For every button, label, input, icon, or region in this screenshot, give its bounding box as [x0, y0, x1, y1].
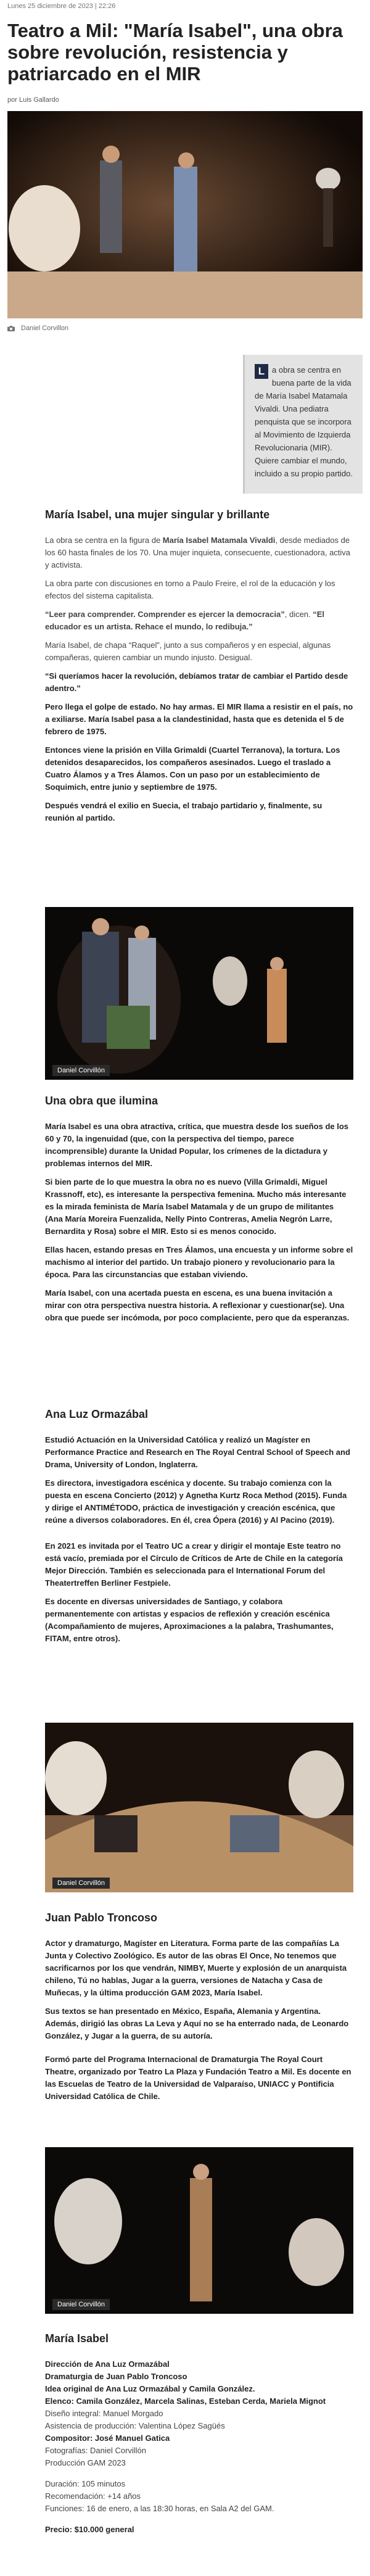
- paragraph: María Isabel es una obra atractiva, crítica, que muestra desde los sueños de los 60 y 70, la ingenuidad (que, con la perspectiva del tiempo, parece incomprensible) durante la Unidad Popular, los crímenes de la dictadura y problemas internos del MIR.: [45, 1122, 349, 1168]
- section-ana-luz: [45, 1407, 353, 1651]
- section-ficha-tecnica: [45, 2331, 353, 2536]
- person-name: María Isabel Matamala Vivaldi: [162, 536, 276, 545]
- stage-photo-3[interactable]: [45, 2147, 353, 2314]
- credit-line: Idea original de Ana Luz Ormazábal y Camila González.: [45, 2384, 255, 2393]
- paragraph: María Isabel, de chapa “Raquel”, junto a sus compañeros y en especial, algunas compañeras, quieren cambiar un mundo injusto. Desigual.: [45, 640, 331, 662]
- price: Precio: $10.000 general: [45, 2525, 134, 2534]
- paragraph: La obra parte con discusiones en torno a Paulo Freire, el rol de la educación y los efectos del sistema capitalista.: [45, 579, 335, 600]
- paragraph: Después vendrá el exilio en Suecia, el trabajo partidario y, finalmente, su reunión al partido.: [45, 801, 323, 822]
- hero-credit-text: Daniel Corvillon: [21, 325, 69, 332]
- pullquote-text: a obra se centra en buena parte de la vida de María Isabel Matamala Vivaldi. Una pediatra penquista que se incorpora al Movimiento de Izquierda Revolucionaria (MIR). Quiere cambiar el mundo, incluido a su propio partido.: [255, 365, 353, 478]
- section-heading: María Isabel, una mujer singular y brillante: [45, 508, 270, 521]
- quote-paragraph: “Si queríamos hacer la revolución, debíamos tratar de cambiar el Partido desde adentro.”: [45, 671, 348, 693]
- quote: “El educador es un artista. Rehace el mundo, lo redibuja.”: [45, 610, 325, 631]
- photo-credit: Daniel Corvillón: [52, 1878, 110, 1889]
- credits-list: [45, 2358, 353, 2469]
- paragraph-text: , dicen.: [284, 610, 313, 619]
- paragraph: Actor y dramaturgo, Magíster en Literatura. Forma parte de las compañías La Junta y Colectivo Zoológico. Es autor de las obras El Once, No tenemos que sacrificarnos por los que vendrán, NIMBY, Muerte y explosión de un anarquista chileno, Tú no hablas, Jugar a la guerra, versiones de Natacha y Casa de Muñecas, y la última producción GAM 2023, María Isabel.: [45, 1939, 347, 1997]
- paragraph: Entonces viene la prisión en Villa Grimaldi (Cuartel Terranova), la tortura. Los detenidos desaparecidos, los compañeros asesinados. Luego el traslado a Cuatro Álamos y a Tres Álamos. Con un paso por un establecimiento de Soquimich, entre junio y septiembre de 1975.: [45, 745, 340, 792]
- paragraph: Sus textos se han presentado en México, España, Alemania y Argentina. Además, dirigió las obras La Leva y Aquí no se ha enterrado nada, de Leonardo González, y Jugar a la guerra, de su autoría.: [45, 2007, 349, 2040]
- section-obra-ilumina: [45, 1093, 353, 1330]
- function-line: Funciones: 16 de enero, a las 18:30 horas, en Sala A2 del GAM.: [45, 2504, 274, 2513]
- hero-photo[interactable]: [7, 111, 363, 318]
- section-heading: Juan Pablo Troncoso: [45, 1911, 158, 1924]
- publish-date: Lunes 25 diciembre de 2023 | 22:26: [7, 2, 116, 10]
- stage-photo-1[interactable]: [45, 907, 353, 1080]
- credit-line: Asistencia de producción: Valentina López Sagüés: [45, 2421, 225, 2430]
- quote-paragraph: [45, 608, 353, 633]
- credit-line: Fotografías: Daniel Corvillón: [45, 2446, 147, 2455]
- paragraph: Si bien parte de lo que muestra la obra no es nuevo (Villa Grimaldi, Miguel Krassnoff, etc), es interesante la perspectiva femenina. Mucho más interesante es la mirada feminista de María Isabel Matamala y de un grupo de militantes (Ana María Moreira Fuenzalida, Nelly Pinto Contreras, Amelia Negrón Larre, Bernardita y Rosa) sobre el MIR. Esto si es menos conocido.: [45, 1177, 347, 1236]
- credit-line: Dirección de Ana Luz Ormazábal: [45, 2359, 170, 2369]
- function-info: [45, 2478, 353, 2515]
- pullquote: [243, 355, 363, 494]
- function-line: Recomendación: +14 años: [45, 2491, 141, 2501]
- paragraph: Formó parte del Programa Internacional de Dramaturgia The Royal Court Theatre, organizado por Teatro La Plaza y Fundación Teatro a Mil. Es docente en las Escuelas de Teatro de la Universidad de Valparaíso, UNIACC y Pontificia Universidad Católica de Chile.: [45, 2055, 352, 2101]
- section-juan-pablo: [45, 1910, 353, 2109]
- section-heading: Una obra que ilumina: [45, 1095, 158, 1107]
- camera-icon: [7, 326, 15, 331]
- credit-line: Compositor: José Manuel Gatica: [45, 2433, 170, 2443]
- paragraph: Pero llega el golpe de estado. No hay armas. El MIR llama a resistir en el país, no a exiliarse. María Isabel pasa a la clandestinidad, hasta que es detenida el 5 de febrero de 1975.: [45, 702, 353, 736]
- paragraph: Estudió Actuación en la Universidad Católica y realizó un Magíster en Performance Practice and Research en The Royal Central School of Speech and Drama, University of London, Inglaterra.: [45, 1435, 350, 1469]
- section-heading: Ana Luz Ormazábal: [45, 1408, 149, 1420]
- paragraph: En 2021 es invitada por el Teatro UC a crear y dirigir el montaje Este teatro no está vacío, premiada por el Círculo de Críticos de Arte de Chile en la categoría Mejor Dirección. También es seleccionada para el International Forum del Theatertreffen Berliner Festpiele.: [45, 1541, 343, 1588]
- function-line: Duración: 105 minutos: [45, 2479, 126, 2488]
- article-title: Teatro a Mil: "María Isabel", una obra sobre revolución, resistencia y patriarcado en el MIR: [7, 20, 343, 85]
- paragraph: [45, 534, 353, 571]
- credit-line: Elenco: Camila González, Marcela Salinas, Esteban Cerda, Mariela Mignot: [45, 2396, 326, 2406]
- dropcap: L: [255, 364, 268, 379]
- paragraph: Ellas hacen, estando presas en Tres Álamos, una encuesta y un informe sobre el machismo al interior del partido. Un trabajo pionero y revolucionario para la época. Para las circunstancias que estaban viviendo.: [45, 1245, 353, 1279]
- paragraph-text: La obra se centra en la figura de: [45, 536, 163, 545]
- byline[interactable]: por Luis Gallardo: [7, 96, 59, 104]
- paragraph: Es docente en diversas universidades de Santiago, y colabora permanentemente con artistas y espacios de reflexión y creación escénica (Acompañamiento de mujeres, Aproximaciones a la palabra, Trashumantes, FITAM, entre otros).: [45, 1597, 334, 1643]
- credit-line: Dramaturgia de Juan Pablo Troncoso: [45, 2372, 187, 2381]
- photo-credit: Daniel Corvillón: [52, 2299, 110, 2310]
- credit-line: Diseño integral: Manuel Morgado: [45, 2409, 163, 2418]
- section-maria-isabel-mujer: [45, 507, 353, 830]
- paragraph-text: , desde mediados de los 60 hasta finales de los 70. Una mujer inquieta, consecuente, cuestionadora, activa y activista.: [45, 536, 351, 569]
- paragraph: Es directora, investigadora escénica y docente. Su trabajo comienza con la puesta en escena Concierto (2012) y Agnetha Kurtz Roca Method (2015). Funda y dirige el ANTIMÉTODO, práctica de investigación y creación escénica, que reúne a diversos colaboradores. En él, crea Ópera (2016) y Al Pacino (2019).: [45, 1478, 347, 1525]
- credit-line: Producción GAM 2023: [45, 2458, 126, 2467]
- stage-photo-2[interactable]: [45, 1723, 353, 1892]
- quote: “Leer para comprender. Comprender es ejercer la democracia”: [45, 610, 285, 619]
- section-heading: María Isabel: [45, 2332, 109, 2345]
- photo-credit: Daniel Corvillón: [52, 1065, 110, 1076]
- hero-credit: [7, 325, 68, 332]
- paragraph: María Isabel, con una acertada puesta en escena, es una buena invitación a mirar con otra perspectiva nuestra historia. A reflexionar y cuestionar(se). Una obra que puede ser incómoda, por poco complaciente, pero que da esperanzas.: [45, 1288, 350, 1322]
